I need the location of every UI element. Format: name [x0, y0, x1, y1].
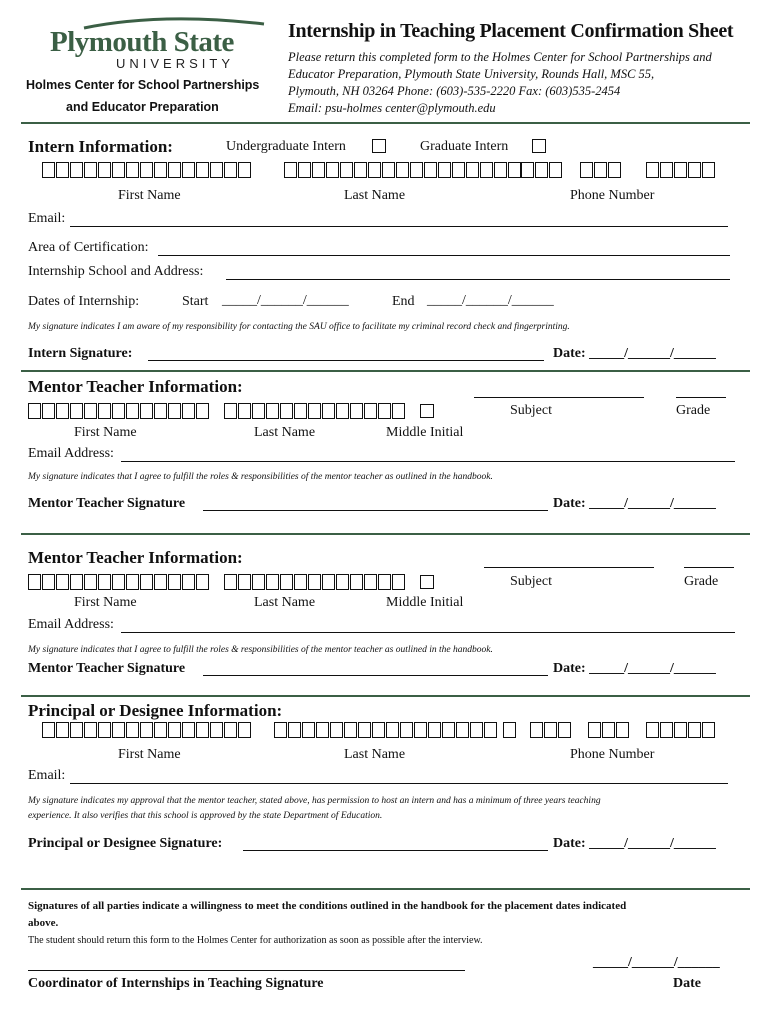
first-name-label: First Name	[118, 188, 181, 203]
intern-signature-field[interactable]	[148, 360, 544, 361]
mentor1-note: My signature indicates that I agree to fulfill the roles & responsibilities of the mentor teacher as outlined in the handbook.	[28, 472, 493, 482]
info-line-3: Plymouth, NH 03264 Phone: (603)-535-2220 Fax: (603)535-2454	[288, 84, 621, 98]
principal-phone-boxes-3[interactable]	[646, 722, 716, 738]
start-label: Start	[182, 294, 209, 309]
school-label: Internship School and Address:	[28, 264, 204, 279]
coordinator-signature-label: Coordinator of Internships in Teaching Signature	[28, 976, 324, 991]
last-name-label: Last Name	[344, 188, 406, 203]
principal-email-field[interactable]	[70, 783, 728, 784]
mentor1-grade-field[interactable]	[676, 397, 726, 398]
mentor1-first-label: First Name	[74, 425, 137, 440]
mentor2-heading: Mentor Teacher Information:	[28, 548, 243, 567]
logo-subtext: UNIVERSITY	[116, 56, 235, 71]
mentor1-signature-label: Mentor Teacher Signature	[28, 496, 186, 511]
principal-last-boxes[interactable]	[274, 722, 498, 738]
email-field[interactable]	[70, 226, 728, 227]
coordinator-date-label: Date	[673, 976, 701, 991]
department-line-1: Holmes Center for School Partnerships	[26, 78, 260, 92]
phone-boxes-3[interactable]	[646, 162, 716, 178]
info-line-2: Educator Preparation, Plymouth State University, Rounds Hall, MSC 55,	[288, 67, 655, 81]
coordinator-signature-field[interactable]	[28, 970, 465, 971]
principal-phone-label: Phone Number	[570, 747, 655, 762]
mentor2-first-boxes[interactable]	[28, 574, 210, 590]
mentor2-note: My signature indicates that I agree to fulfill the roles & responsibilities of the mentor teacher as outlined in the handbook.	[28, 645, 493, 655]
principal-phone-boxes-0[interactable]	[503, 722, 517, 738]
grad-label: Graduate Intern	[420, 139, 509, 154]
school-field[interactable]	[226, 279, 730, 280]
end-date-field[interactable]: _____/______/______	[427, 293, 554, 308]
dates-label: Dates of Internship:	[28, 294, 140, 309]
principal-heading: Principal or Designee Information:	[28, 701, 283, 720]
intern-heading: Intern Information:	[28, 137, 173, 156]
mentor1-email-field[interactable]	[121, 461, 735, 462]
mentor1-grade-label: Grade	[676, 403, 711, 418]
mentor1-middle-label: Middle Initial	[386, 425, 464, 440]
info-line-1: Please return this completed form to the Holmes Center for School Partnerships and	[288, 50, 712, 64]
divider	[21, 695, 750, 697]
mentor2-first-label: First Name	[74, 595, 137, 610]
intern-note: My signature indicates I am aware of my responsibility for contacting the SAU office to facilitate my criminal record check and fingerprinting.	[28, 322, 570, 332]
start-date-field[interactable]: _____/______/______	[222, 293, 349, 308]
principal-last-label: Last Name	[344, 747, 406, 762]
principal-phone-boxes-1[interactable]	[530, 722, 572, 738]
footer-bold-1: Signatures of all parties indicate a willingness to meet the conditions outlined in the handbook for the placement dates indicated	[28, 900, 627, 912]
mentor2-email-field[interactable]	[121, 632, 735, 633]
grad-checkbox[interactable]	[532, 139, 546, 153]
principal-first-boxes[interactable]	[42, 722, 252, 738]
undergrad-label: Undergraduate Intern	[226, 139, 346, 154]
mentor1-last-boxes[interactable]	[224, 403, 406, 419]
end-label: End	[392, 294, 415, 309]
principal-email-label: Email:	[28, 768, 66, 783]
divider	[21, 888, 750, 890]
mentor2-middle-box[interactable]	[420, 575, 434, 589]
undergrad-checkbox[interactable]	[372, 139, 386, 153]
coordinator-date-field[interactable]: _____/______/______	[593, 955, 720, 970]
footer-bold-2: above.	[28, 917, 59, 929]
email-label: Email:	[28, 211, 66, 226]
phone-boxes-2[interactable]	[580, 162, 622, 178]
divider	[21, 533, 750, 535]
mentor2-last-label: Last Name	[254, 595, 316, 610]
principal-date[interactable]: Date: _____/______/______	[553, 836, 716, 851]
principal-signature-label: Principal or Designee Signature:	[28, 836, 223, 851]
mentor1-subject-field[interactable]	[474, 397, 644, 398]
principal-signature-field[interactable]	[243, 850, 548, 851]
footer-note: The student should return this form to the Holmes Center for authorization as soon as possible after the interview.	[28, 935, 483, 946]
principal-phone-boxes-2[interactable]	[588, 722, 630, 738]
mentor1-middle-box[interactable]	[420, 404, 434, 418]
mentor1-heading: Mentor Teacher Information:	[28, 377, 243, 396]
mentor2-subject-label: Subject	[510, 574, 552, 589]
mentor1-last-label: Last Name	[254, 425, 316, 440]
certification-field[interactable]	[158, 255, 730, 256]
mentor2-email-label: Email Address:	[28, 617, 114, 632]
divider	[21, 370, 750, 372]
university-logo	[22, 14, 272, 74]
principal-first-label: First Name	[118, 747, 181, 762]
logo-text: Plymouth State	[50, 26, 234, 58]
mentor2-middle-label: Middle Initial	[386, 595, 464, 610]
mentor2-grade-label: Grade	[684, 574, 719, 589]
info-line-4: Email: psu-holmes center@plymouth.edu	[288, 101, 496, 115]
mentor1-signature-field[interactable]	[203, 510, 548, 511]
mentor2-grade-field[interactable]	[684, 567, 734, 568]
mentor2-subject-field[interactable]	[484, 567, 654, 568]
intern-date[interactable]: Date: _____/______/______	[553, 346, 716, 361]
first-name-boxes[interactable]	[42, 162, 252, 178]
mentor2-last-boxes[interactable]	[224, 574, 406, 590]
certification-label: Area of Certification:	[28, 240, 149, 255]
principal-note-2: experience. It also verifies that this school is approved by the state Department of Education.	[28, 811, 383, 821]
mentor1-first-boxes[interactable]	[28, 403, 210, 419]
intern-signature-label: Intern Signature:	[28, 346, 133, 361]
divider	[21, 122, 750, 124]
last-name-boxes[interactable]	[284, 162, 522, 178]
department-line-2: and Educator Preparation	[66, 100, 219, 114]
mentor1-subject-label: Subject	[510, 403, 552, 418]
mentor1-date[interactable]: Date: _____/______/______	[553, 496, 716, 511]
mentor2-signature-label: Mentor Teacher Signature	[28, 661, 186, 676]
phone-label: Phone Number	[570, 188, 655, 203]
phone-boxes-1[interactable]	[521, 162, 563, 178]
page-title: Internship in Teaching Placement Confirmation Sheet	[288, 20, 734, 42]
principal-note-1: My signature indicates my approval that the mentor teacher, stated above, has permission to host an intern and has a minimum of three years teaching	[28, 796, 601, 806]
mentor2-signature-field[interactable]	[203, 675, 548, 676]
mentor2-date[interactable]: Date: _____/______/______	[553, 661, 716, 676]
mentor1-email-label: Email Address:	[28, 446, 114, 461]
